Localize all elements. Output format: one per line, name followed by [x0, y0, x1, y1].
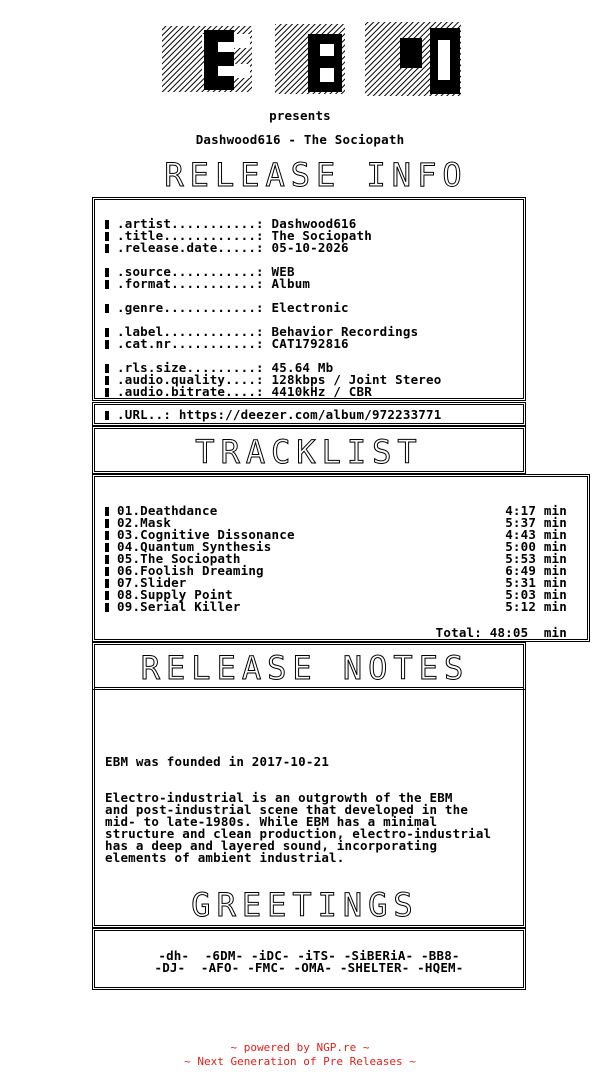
bullet-icon: [105, 567, 109, 576]
info-key: .title............:: [117, 228, 272, 243]
bullet-icon: [105, 268, 109, 277]
track-duration: 4:43 min: [505, 527, 567, 542]
bullet-icon: [105, 411, 109, 420]
bullet-icon: [105, 507, 109, 516]
track-duration: 5:53 min: [505, 551, 567, 566]
info-value: Behavior Recordings: [271, 324, 419, 339]
bullet-icon: [105, 220, 109, 229]
track-duration: 6:49 min: [505, 563, 567, 578]
greetings-box: [92, 928, 526, 990]
bullet-icon: [105, 376, 109, 385]
notes-description-line: and post-industrial scene that developed in the: [105, 802, 469, 817]
release-info-box: [92, 197, 526, 401]
bullet-icon: [105, 555, 109, 564]
track-title: 07.Slider: [117, 575, 187, 590]
founded-text: EBM was founded in 2017-10-21: [105, 754, 330, 769]
track-duration: 5:37 min: [505, 515, 567, 530]
info-value: Album: [271, 276, 311, 291]
tracklist-box: [92, 474, 590, 642]
info-key: .cat.nr...........:: [117, 336, 272, 351]
bullet-icon: [105, 519, 109, 528]
info-key: .audio.quality....:: [117, 372, 272, 387]
bullet-icon: [105, 328, 109, 337]
info-value: 05-10-2026: [271, 240, 349, 255]
info-key: .release.date.....:: [117, 240, 272, 255]
info-key: .audio.bitrate....:: [117, 384, 272, 399]
tracklist-heading-box: [92, 426, 526, 474]
track-duration: 5:00 min: [505, 539, 567, 554]
greetings-line-1: -dh- -6DM- -iDC- -iTS- -SiBERiA- -BB8-: [158, 948, 460, 963]
bullet-icon: [105, 280, 109, 289]
track-row: [105, 505, 567, 517]
heading-tracklist-text: TRACKLIST: [195, 433, 423, 471]
info-key: .label............:: [117, 324, 272, 339]
url-row: [105, 409, 441, 421]
url-link[interactable]: https://deezer.com/album/972233771: [178, 407, 442, 422]
info-row: [105, 242, 349, 254]
notes-description-line: has a deep and layered sound, incorporating: [105, 838, 438, 853]
info-row: [105, 338, 349, 350]
info-value: Electronic: [271, 300, 349, 315]
heading-release-notes-text: RELEASE NOTES: [140, 649, 470, 687]
track-title: 04.Quantum Synthesis: [117, 539, 272, 554]
bullet-icon: [105, 543, 109, 552]
footer-tagline: ~ Next Generation of Pre Releases ~: [184, 1055, 416, 1068]
info-key: .artist...........:: [117, 216, 272, 231]
bullet-icon: [105, 388, 109, 397]
track-title: 01.Deathdance: [117, 503, 218, 518]
url-box: [92, 402, 526, 426]
bullet-icon: [105, 603, 109, 612]
url-label: .URL..:: [117, 407, 179, 422]
info-value: 45.64 Mb: [271, 360, 334, 375]
heading-release-info: [0, 156, 600, 192]
notes-description-line: mid- to late-1980s. While EBM has a minimal: [105, 814, 438, 829]
track-duration: 5:03 min: [505, 587, 567, 602]
ebm-logo: [160, 20, 465, 100]
track-duration: 4:17 min: [505, 503, 567, 518]
bullet-icon: [105, 579, 109, 588]
track-title: 08.Supply Point: [117, 587, 233, 602]
track-title: 05.The Sociopath: [117, 551, 241, 566]
track-duration: 5:12 min: [505, 599, 567, 614]
track-title: 02.Mask: [117, 515, 172, 530]
notes-description-line: structure and clean production, electro-industrial: [105, 826, 492, 841]
footer-powered-by[interactable]: ~ powered by NGP.re ~: [230, 1041, 370, 1054]
heading-release-info-text: RELEASE INFO: [164, 156, 468, 194]
release-title-line: Dashwood616 - The Sociopath: [195, 132, 405, 147]
info-value: WEB: [271, 264, 295, 279]
info-value: 128kbps / Joint Stereo: [271, 372, 442, 387]
track-row: [105, 601, 567, 613]
track-title: 06.Foolish Dreaming: [117, 563, 264, 578]
notes-description-line: elements of ambient industrial.: [105, 850, 345, 865]
info-row: [105, 278, 310, 290]
heading-greetings-text: GREETINGS: [191, 886, 419, 924]
info-row: [105, 302, 349, 314]
track-title: 03.Cognitive Dissonance: [117, 527, 295, 542]
info-value: CAT1792816: [271, 336, 349, 351]
tracklist-total: Total: 48:05 min: [435, 625, 567, 640]
info-key: .genre............:: [117, 300, 272, 315]
info-key: .rls.size.........:: [117, 360, 272, 375]
bullet-icon: [105, 364, 109, 373]
track-duration: 5:31 min: [505, 575, 567, 590]
ebm-logo-graphic: [160, 20, 465, 100]
bullet-icon: [105, 531, 109, 540]
info-value: Dashwood616: [271, 216, 357, 231]
track-title: 09.Serial Killer: [117, 599, 241, 614]
info-value: The Sociopath: [271, 228, 372, 243]
info-key: .source...........:: [117, 264, 272, 279]
info-value: 4410kHz / CBR: [271, 384, 372, 399]
notes-description: [105, 792, 491, 864]
greetings-line-2: -DJ- -AFO- -FMC- -OMA- -SHELTER- -HQEM-: [154, 960, 464, 975]
release-notes-box: [92, 688, 526, 928]
bullet-icon: [105, 244, 109, 253]
bullet-icon: [105, 232, 109, 241]
bullet-icon: [105, 340, 109, 349]
info-key: .format...........:: [117, 276, 272, 291]
release-notes-heading-box: [92, 642, 526, 690]
notes-description-line: Electro-industrial is an outgrowth of the EBM: [105, 790, 453, 805]
presents-text: presents: [269, 108, 331, 123]
bullet-icon: [105, 304, 109, 313]
bullet-icon: [105, 591, 109, 600]
info-row: [105, 386, 372, 398]
